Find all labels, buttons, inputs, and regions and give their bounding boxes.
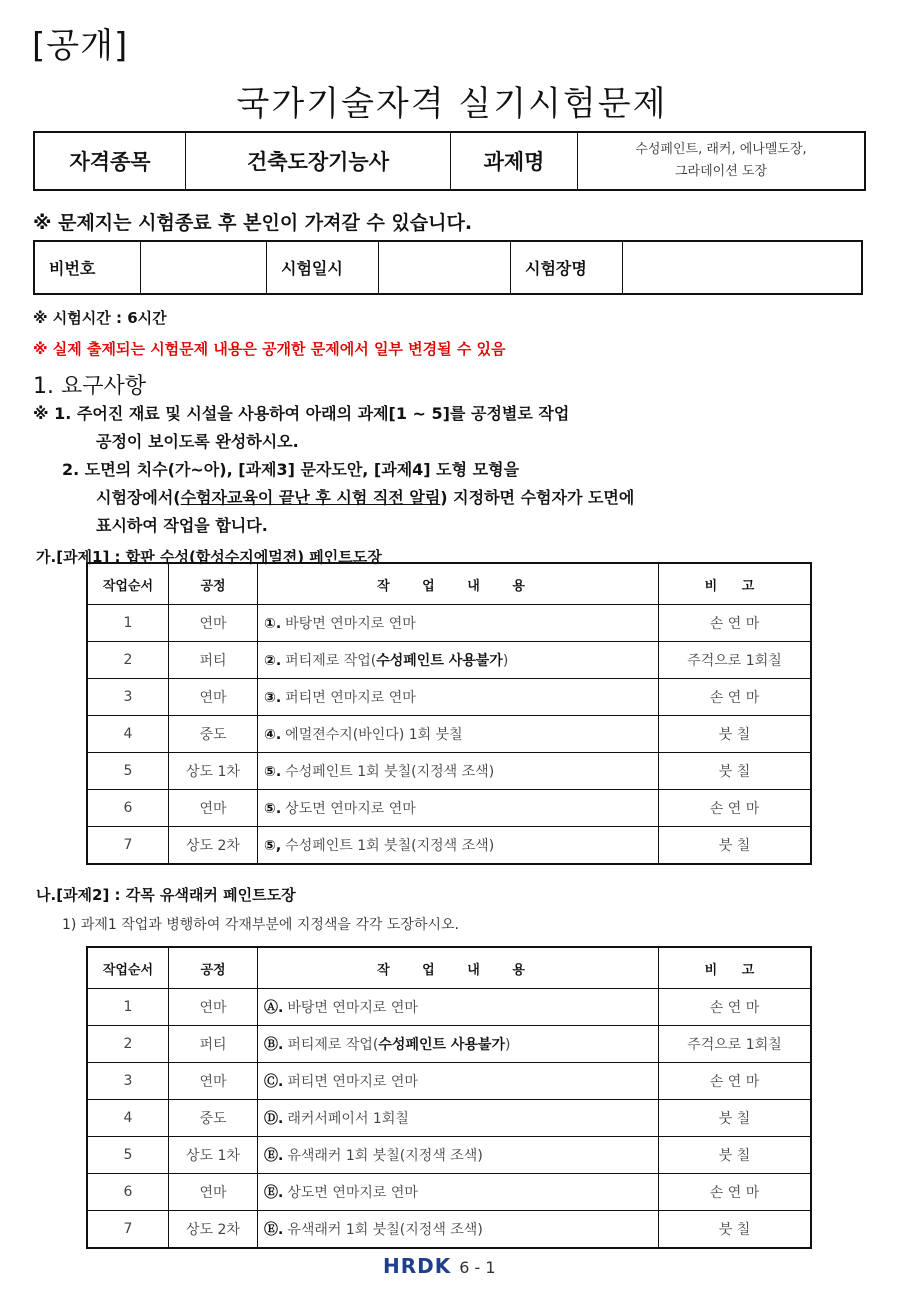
content-cell — [258, 790, 659, 827]
header-process: 공정 — [169, 563, 258, 605]
order-cell: 5 — [87, 1137, 169, 1174]
process-cell: 연마 — [169, 1174, 258, 1211]
requirement-2-underlined: 수험자교육이 끝난 후 시험 직전 알림 — [180, 488, 441, 507]
step-mark: Ⓒ. — [264, 1074, 284, 1090]
step-mark: ②. — [264, 653, 282, 669]
task-value-line1: 수성페인트, 래커, 에나멜도장, — [635, 142, 807, 157]
requirement-2-line3: 표시하여 작업을 합니다. — [96, 516, 268, 535]
content-text: 유색래커 1회 붓칠(지정색 조색) — [287, 1148, 483, 1164]
order-cell: 4 — [87, 716, 169, 753]
date-label: 시험일시 — [267, 241, 379, 294]
content-cell — [258, 716, 659, 753]
content-cell — [258, 989, 659, 1026]
content-text: 퍼티제로 작업( — [287, 1037, 379, 1053]
content-cell — [258, 642, 659, 679]
requirement-2-line2-b: ) 지정하면 수험자가 도면에 — [440, 488, 635, 507]
requirement-2-line2-a: 시험장에서( — [96, 488, 181, 507]
note-cell: 손 연 마 — [659, 679, 812, 716]
task2-heading: 나.[과제2] : 각목 유색래커 페인트도장 — [36, 886, 296, 904]
content-bold: 수성페인트 사용불가 — [378, 1037, 505, 1053]
content-cell — [258, 1211, 659, 1249]
note-cell: 주걱으로 1회칠 — [659, 1026, 812, 1063]
task2-note: 1) 과제1 작업과 병행하여 각재부분에 지정색을 각각 도장하시오. — [62, 917, 459, 933]
note-cell: 붓 칠 — [659, 716, 812, 753]
exam-id-table — [33, 240, 863, 295]
step-mark: ⑤, — [264, 838, 282, 854]
order-cell: 1 — [87, 605, 169, 642]
header-process: 공정 — [169, 947, 258, 989]
task2-work-table — [86, 946, 812, 1249]
table-row — [87, 827, 811, 865]
exam-time: ※ 시험시간 : 6시간 — [33, 309, 167, 327]
task-value — [578, 132, 866, 190]
process-cell: 상도 2차 — [169, 1211, 258, 1249]
content-suffix: ) — [502, 653, 509, 669]
content-cell — [258, 827, 659, 865]
order-cell: 3 — [87, 1063, 169, 1100]
venue-label: 시험장명 — [511, 241, 623, 294]
table-row — [87, 790, 811, 827]
header-note: 비 고 — [659, 947, 812, 989]
public-label: [공개] — [32, 26, 129, 66]
content-text: 수성페인트 1회 붓칠(지정색 조색) — [285, 838, 495, 854]
venue-field — [623, 241, 863, 294]
step-mark: Ⓔ. — [264, 1185, 284, 1201]
task-value-line2: 그라데이션 도장 — [674, 164, 768, 179]
table-row — [87, 1026, 811, 1063]
content-cell — [258, 753, 659, 790]
content-text: 바탕면 연마지로 연마 — [285, 616, 416, 632]
content-text: 퍼티면 연마지로 연마 — [285, 690, 416, 706]
number-label: 비번호 — [34, 241, 141, 294]
order-cell: 6 — [87, 1174, 169, 1211]
requirement-1-line1: ※ 1. 주어진 재료 및 시설을 사용하여 아래의 과제[1 ~ 5]를 공정별로 작업 — [33, 404, 570, 423]
qualification-info-table — [33, 131, 866, 191]
header-content: 작 업 내 용 — [258, 947, 659, 989]
step-mark: Ⓐ. — [264, 1000, 284, 1016]
order-cell: 2 — [87, 1026, 169, 1063]
content-text: 퍼티제로 작업( — [285, 653, 377, 669]
process-cell: 연마 — [169, 989, 258, 1026]
note-cell: 손 연 마 — [659, 1063, 812, 1100]
table-row — [87, 642, 811, 679]
number-field — [141, 241, 267, 294]
note-cell: 손 연 마 — [659, 1174, 812, 1211]
step-mark: Ⓓ. — [264, 1111, 284, 1127]
page-number: 6 - 1 — [459, 1258, 496, 1277]
content-text: 상도면 연마지로 연마 — [287, 1185, 418, 1201]
task1-work-table — [86, 562, 812, 865]
content-cell — [258, 1137, 659, 1174]
note-cell: 붓 칠 — [659, 753, 812, 790]
table-row — [87, 1100, 811, 1137]
header-content: 작 업 내 용 — [258, 563, 659, 605]
note-cell: 붓 칠 — [659, 827, 812, 865]
content-cell — [258, 1026, 659, 1063]
table-row — [87, 1211, 811, 1249]
content-cell — [258, 1100, 659, 1137]
order-cell: 4 — [87, 1100, 169, 1137]
content-text: 바탕면 연마지로 연마 — [287, 1000, 418, 1016]
order-cell: 1 — [87, 989, 169, 1026]
content-text: 래커서페이서 1회칠 — [287, 1111, 409, 1127]
content-text: 에멀젼수지(바인다) 1회 붓칠 — [285, 727, 463, 743]
process-cell: 중도 — [169, 716, 258, 753]
note-cell: 붓 칠 — [659, 1100, 812, 1137]
step-mark: Ⓑ. — [264, 1037, 284, 1053]
table-row — [87, 1137, 811, 1174]
section-title: 1. 요구사항 — [33, 374, 146, 399]
process-cell: 상도 1차 — [169, 1137, 258, 1174]
header-note: 비 고 — [659, 563, 812, 605]
order-cell: 2 — [87, 642, 169, 679]
order-cell: 3 — [87, 679, 169, 716]
table-row — [87, 679, 811, 716]
content-cell — [258, 1063, 659, 1100]
table-row — [87, 1063, 811, 1100]
order-cell: 7 — [87, 827, 169, 865]
note-cell: 붓 칠 — [659, 1211, 812, 1249]
content-text: 유색래커 1회 붓칠(지정색 조색) — [287, 1222, 483, 1238]
header-order: 작업순서 — [87, 563, 169, 605]
step-mark: Ⓔ. — [264, 1222, 284, 1238]
table-row — [87, 605, 811, 642]
content-text: 수성페인트 1회 붓칠(지정색 조색) — [285, 764, 495, 780]
requirement-2-line1: 2. 도면의 치수(가~아), [과제3] 문자도안, [과제4] 도형 모형을 — [62, 460, 520, 479]
content-text: 상도면 연마지로 연마 — [285, 801, 416, 817]
step-mark: ⑤. — [264, 764, 282, 780]
note-cell: 손 연 마 — [659, 989, 812, 1026]
process-cell: 연마 — [169, 790, 258, 827]
page-footer — [383, 1254, 496, 1278]
order-cell: 7 — [87, 1211, 169, 1249]
process-cell: 연마 — [169, 605, 258, 642]
document-title: 국가기술자격 실기시험문제 — [236, 84, 668, 124]
item-label: 자격종목 — [34, 132, 186, 190]
requirement-2-line2 — [96, 484, 634, 512]
note-cell: 주걱으로 1회칠 — [659, 642, 812, 679]
header-order: 작업순서 — [87, 947, 169, 989]
process-cell: 연마 — [169, 1063, 258, 1100]
requirement-1-line2: 공정이 보이도록 완성하시오. — [96, 432, 299, 451]
table-row — [87, 716, 811, 753]
content-cell — [258, 1174, 659, 1211]
step-mark: ③. — [264, 690, 282, 706]
note-cell: 손 연 마 — [659, 605, 812, 642]
note-cell: 손 연 마 — [659, 790, 812, 827]
process-cell: 중도 — [169, 1100, 258, 1137]
date-field — [379, 241, 511, 294]
process-cell: 상도 1차 — [169, 753, 258, 790]
change-warning: ※ 실제 출제되는 시험문제 내용은 공개한 문제에서 일부 변경될 수 있음 — [33, 340, 506, 358]
step-mark: Ⓔ. — [264, 1148, 284, 1164]
table-row — [87, 753, 811, 790]
hrdk-logo: HRDK — [383, 1254, 452, 1278]
item-value: 건축도장기능사 — [186, 132, 451, 190]
task-label: 과제명 — [451, 132, 578, 190]
process-cell: 퍼티 — [169, 1026, 258, 1063]
note-cell: 붓 칠 — [659, 1137, 812, 1174]
order-cell: 5 — [87, 753, 169, 790]
order-cell: 6 — [87, 790, 169, 827]
content-text: 퍼티면 연마지로 연마 — [287, 1074, 418, 1090]
process-cell: 상도 2차 — [169, 827, 258, 865]
content-bold: 수성페인트 사용불가 — [376, 653, 503, 669]
content-cell — [258, 605, 659, 642]
process-cell: 연마 — [169, 679, 258, 716]
step-mark: ⑤. — [264, 801, 282, 817]
take-home-notice: ※ 문제지는 시험종료 후 본인이 가져갈 수 있습니다. — [33, 212, 473, 234]
content-cell — [258, 679, 659, 716]
task1-heading: 가.[과제1] : 합판 수성(합성수지에멀젼) 페인트도장 — [36, 548, 382, 566]
table-row — [87, 1174, 811, 1211]
content-suffix: ) — [504, 1037, 511, 1053]
step-mark: ①. — [264, 616, 282, 632]
table-row — [87, 989, 811, 1026]
step-mark: ④. — [264, 727, 282, 743]
process-cell: 퍼티 — [169, 642, 258, 679]
